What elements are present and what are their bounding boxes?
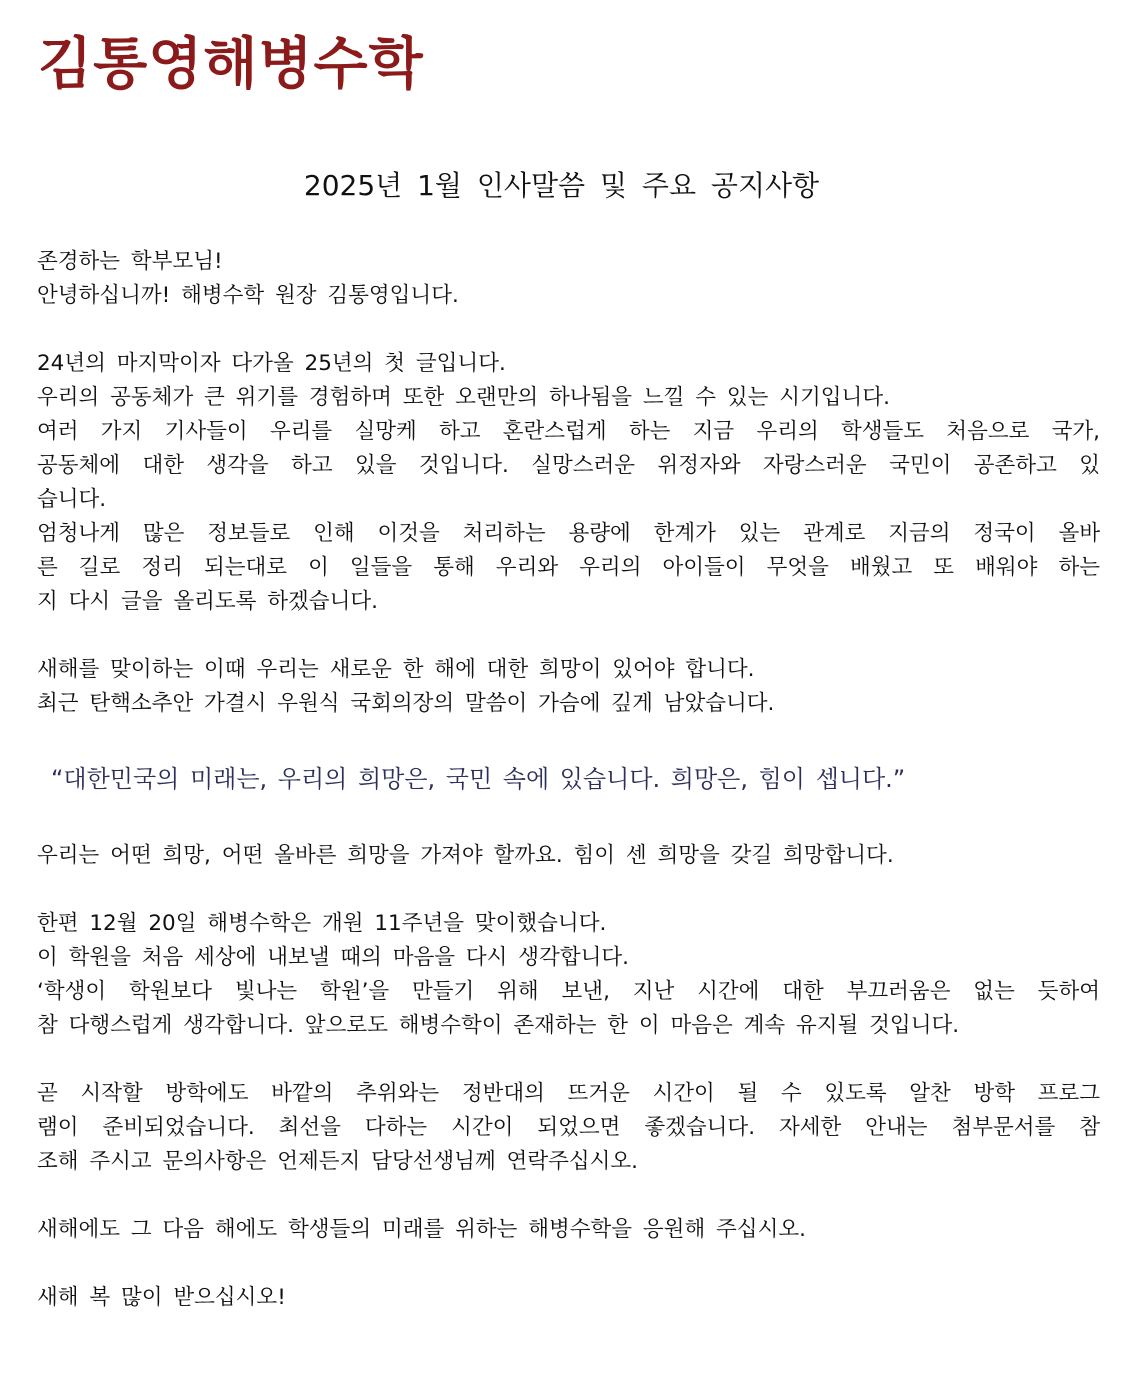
- text-line: 24년의 마지막이자 다가올 25년의 첫 글입니다.: [37, 351, 506, 376]
- text-line: 한편 12월 20일 해병수학은 개원 11주년을 맞이했습니다.: [37, 911, 607, 936]
- vacation-paragraph: [37, 1077, 1100, 1179]
- text-line: 공동체에 대한 생각을 하고 있을 것입니다. 실망스러운 위정자와 자랑스러운 국민이 공존하고 있: [37, 453, 1100, 478]
- question-paragraph: [37, 839, 1100, 873]
- text-line: 엄청나게 많은 정보들로 인해 이것을 처리하는 용량에 한계가 있는 관계로 지금의 정국이 올바: [37, 521, 1100, 546]
- text-line: 새해에도 그 다음 해에도 학생들의 미래를 위하는 해병수학을 응원해 주십시오.: [37, 1217, 806, 1242]
- text-line: 최근 탄핵소추안 가결시 우원식 국회의장의 말씀이 가슴에 깊게 남았습니다.: [37, 691, 775, 716]
- text-line: 참 다행스럽게 생각합니다. 앞으로도 해병수학이 존재하는 한 이 마음은 계속 유지될 것입니다.: [37, 1013, 960, 1038]
- text-line: 새해 복 많이 받으십시오!: [37, 1285, 286, 1310]
- document-title: 2025년 1월 인사말씀 및 주요 공지사항: [303, 169, 820, 202]
- closing-paragraph: [37, 1281, 1100, 1315]
- hope-paragraph: [37, 653, 1100, 721]
- news-paragraph: [37, 347, 1100, 619]
- text-line: 여러 가지 기사들이 우리를 실망케 하고 혼란스럽게 하는 지금 우리의 학생들도 처음으로 국가,: [37, 419, 1100, 444]
- text-line: ‘학생이 학원보다 빛나는 학원’을 만들기 위해 보낸, 지난 시간에 대한 부끄러움은 없는 듯하여: [37, 979, 1100, 1004]
- text-line: 우리의 공동체가 큰 위기를 경험하며 또한 오랜만의 하나됨을 느낄 수 있는 시기입니다.: [37, 385, 890, 410]
- text-line: 곧 시작할 방학에도 바깥의 추위와는 정반대의 뜨거운 시간이 될 수 있도록 알찬 방학 프로그: [37, 1081, 1100, 1106]
- greeting-paragraph: [37, 245, 1100, 313]
- academy-logo: 김통영해병수학: [38, 31, 424, 97]
- text-line: 존경하는 학부모님!: [37, 249, 223, 274]
- text-line: 지 다시 글을 올리도록 하겠습니다.: [37, 589, 378, 614]
- text-line: 른 길로 정리 되는대로 이 일들을 통해 우리와 우리의 아이들이 무엇을 배웠고 또 배워야 하는: [37, 555, 1100, 580]
- text-line: 안녕하십니까! 해병수학 원장 김통영입니다.: [37, 283, 459, 308]
- text-line: 우리는 어떤 희망, 어떤 올바른 희망을 가져야 할까요. 힘이 센 희망을 갖길 희망합니다.: [37, 843, 894, 868]
- text-line: 새해를 맞이하는 이때 우리는 새로운 한 해에 대한 희망이 있어야 합니다.: [37, 657, 755, 682]
- anniversary-paragraph: [37, 907, 1100, 1043]
- text-line: 이 학원을 처음 세상에 내보낼 때의 마음을 다시 생각합니다.: [37, 945, 629, 970]
- letter-body: [37, 245, 1100, 1349]
- text-line: 램이 준비되었습니다. 최선을 다하는 시간이 되었으면 좋겠습니다. 자세한 안내는 첨부문서를 참: [37, 1115, 1100, 1140]
- text-line: 조해 주시고 문의사항은 언제든지 담당선생님께 연락주십시오.: [37, 1149, 639, 1174]
- support-paragraph: [37, 1213, 1100, 1247]
- quotation: “대한민국의 미래는, 우리의 희망은, 국민 속에 있습니다. 희망은, 힘이 셉니다.”: [51, 765, 906, 793]
- text-line: 습니다.: [37, 487, 107, 512]
